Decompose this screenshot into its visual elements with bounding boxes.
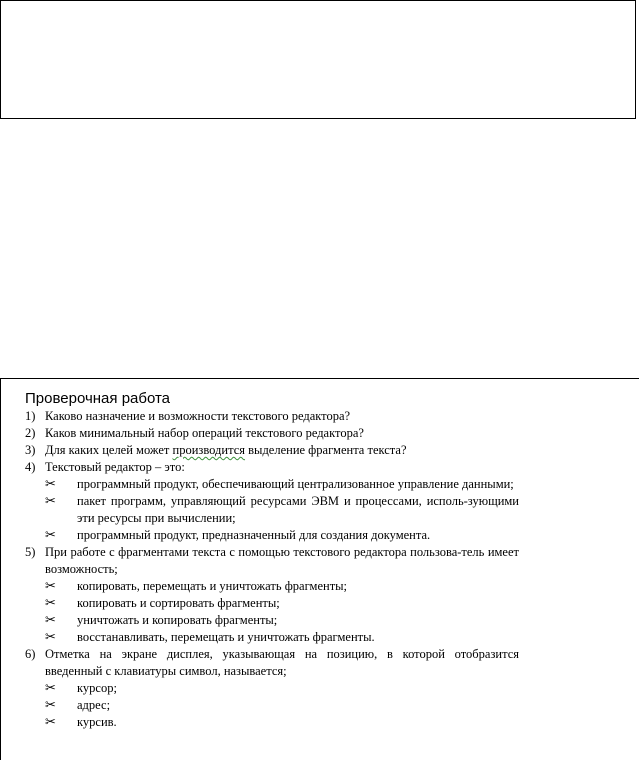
scissors-icon: ✂	[45, 596, 56, 611]
question-text: Отметка на экране дисплея, указывающая на позицию, в которой отобразится введенный с клавиатуры символ, называется;	[45, 647, 519, 678]
question-4	[25, 459, 519, 476]
question-6	[25, 646, 519, 680]
scissors-icon: ✂	[45, 681, 56, 696]
question-3	[25, 442, 519, 459]
answer-options-6	[25, 680, 519, 731]
question-text-start: Для каких целей может	[45, 443, 173, 457]
question-number: 3)	[25, 443, 36, 457]
question-text: При работе с фрагментами текста с помощью текстового редактора пользова-тель имеет возможность;	[45, 545, 519, 576]
scissors-icon: ✂	[45, 698, 56, 713]
answer-options-4	[25, 476, 519, 544]
answer-text: копировать и сортировать фрагменты;	[77, 596, 280, 610]
test-content	[25, 389, 519, 731]
answer-text: уничтожать и копировать фрагменты;	[77, 613, 278, 627]
answer-option	[25, 714, 519, 731]
question-5	[25, 544, 519, 578]
question-number: 2)	[25, 426, 36, 440]
scissors-icon: ✂	[45, 630, 56, 645]
question-number: 6)	[25, 647, 36, 661]
answer-text: восстанавливать, перемещать и уничтожать фрагменты.	[77, 630, 375, 644]
question-text	[45, 442, 519, 459]
answer-text: программный продукт, обеспечивающий централизованное управление данными;	[77, 477, 514, 491]
answer-option	[25, 629, 519, 646]
question-number: 1)	[25, 409, 36, 423]
answer-option	[25, 595, 519, 612]
question-number: 5)	[25, 545, 36, 559]
spellcheck-word: производится	[172, 443, 246, 457]
scissors-icon: ✂	[45, 494, 56, 509]
test-frame	[0, 378, 639, 760]
answer-option	[25, 493, 519, 527]
question-text: Каков минимальный набор операций текстового редактора?	[45, 426, 364, 440]
answer-text: курсив.	[77, 715, 117, 729]
empty-frame	[0, 0, 636, 119]
answer-option	[25, 697, 519, 714]
question-number: 4)	[25, 460, 36, 474]
answer-text: программный продукт, предназначенный для создания документа.	[77, 528, 431, 542]
scissors-icon: ✂	[45, 613, 56, 628]
question-text-end: выделение фрагмента текста?	[245, 443, 407, 457]
answer-text: копировать, перемещать и уничтожать фрагменты;	[77, 579, 348, 593]
scissors-icon: ✂	[45, 477, 56, 492]
answer-option	[25, 612, 519, 629]
question-1	[25, 408, 519, 425]
answer-option	[25, 578, 519, 595]
answer-option	[25, 527, 519, 544]
question-2	[25, 425, 519, 442]
scissors-icon: ✂	[45, 715, 56, 730]
answer-text: пакет программ, управляющий ресурсами ЭВМ и процессами, исполь-зующими эти ресурсы при вычислении;	[77, 494, 519, 525]
scissors-icon: ✂	[45, 528, 56, 543]
answer-option	[25, 476, 519, 493]
question-text: Текстовый редактор – это:	[45, 460, 185, 474]
answer-text: курсор;	[77, 681, 117, 695]
scissors-icon: ✂	[45, 579, 56, 594]
answer-options-5	[25, 578, 519, 646]
answer-option	[25, 680, 519, 697]
answer-text: адрес;	[77, 698, 111, 712]
page-title: Проверочная работа	[25, 390, 171, 407]
question-text: Каково назначение и возможности текстового редактора?	[45, 409, 351, 423]
